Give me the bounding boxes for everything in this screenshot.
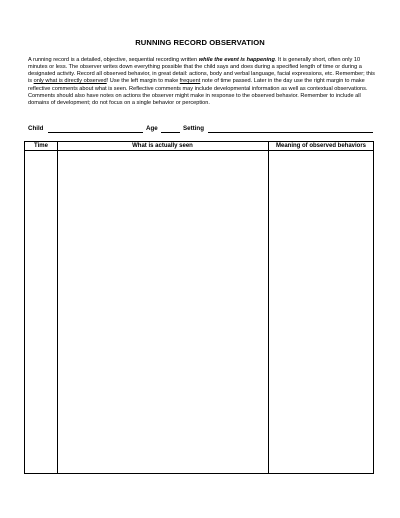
intro-text-2: . It is generally short, often only 10 minutes or less. The observer writes down everything possible that the child says and does during a specified length of time or during a designated activity. Record all observed behavior, in great detail: actions, body and verbal language, facial expressions, etc. Remember; this is	[28, 57, 375, 85]
age-label: Age	[146, 125, 158, 132]
intro-text-4: note of time passed. Later in the day use the right margin to make reflective comments about what is seen. Reflective comments may include developmental information as well as contextual observations. Comments should also have notes on actions the observer might make in response to the observed behavior. Remember to include all domains of development; do not focus on a single behavior or perception.	[28, 78, 368, 106]
intro-text-3: ! Use the left margin to make	[106, 78, 180, 85]
info-fields	[28, 125, 378, 135]
header-what-is-seen: What is actually seen	[132, 143, 193, 149]
header-meaning: Meaning of observed behaviors	[275, 143, 367, 149]
intro-text-1: A running record is a detailed, objective, sequential recording written	[28, 57, 199, 63]
page-title: RUNNING RECORD OBSERVATION	[135, 38, 265, 47]
child-label: Child	[28, 125, 44, 132]
child-field[interactable]	[48, 132, 143, 133]
setting-field[interactable]	[208, 132, 373, 133]
intro-underline-1: only what is directly observed	[33, 78, 107, 85]
header-time: Time	[34, 143, 48, 149]
intro-emphasis: while the event is happening	[198, 57, 275, 63]
intro-underline-2: frequent	[179, 78, 201, 85]
column-divider-2	[268, 142, 269, 473]
column-divider-1	[57, 142, 58, 473]
age-field[interactable]	[161, 132, 180, 133]
observation-table	[24, 141, 374, 474]
intro-paragraph	[28, 57, 375, 107]
setting-label: Setting	[183, 125, 204, 132]
